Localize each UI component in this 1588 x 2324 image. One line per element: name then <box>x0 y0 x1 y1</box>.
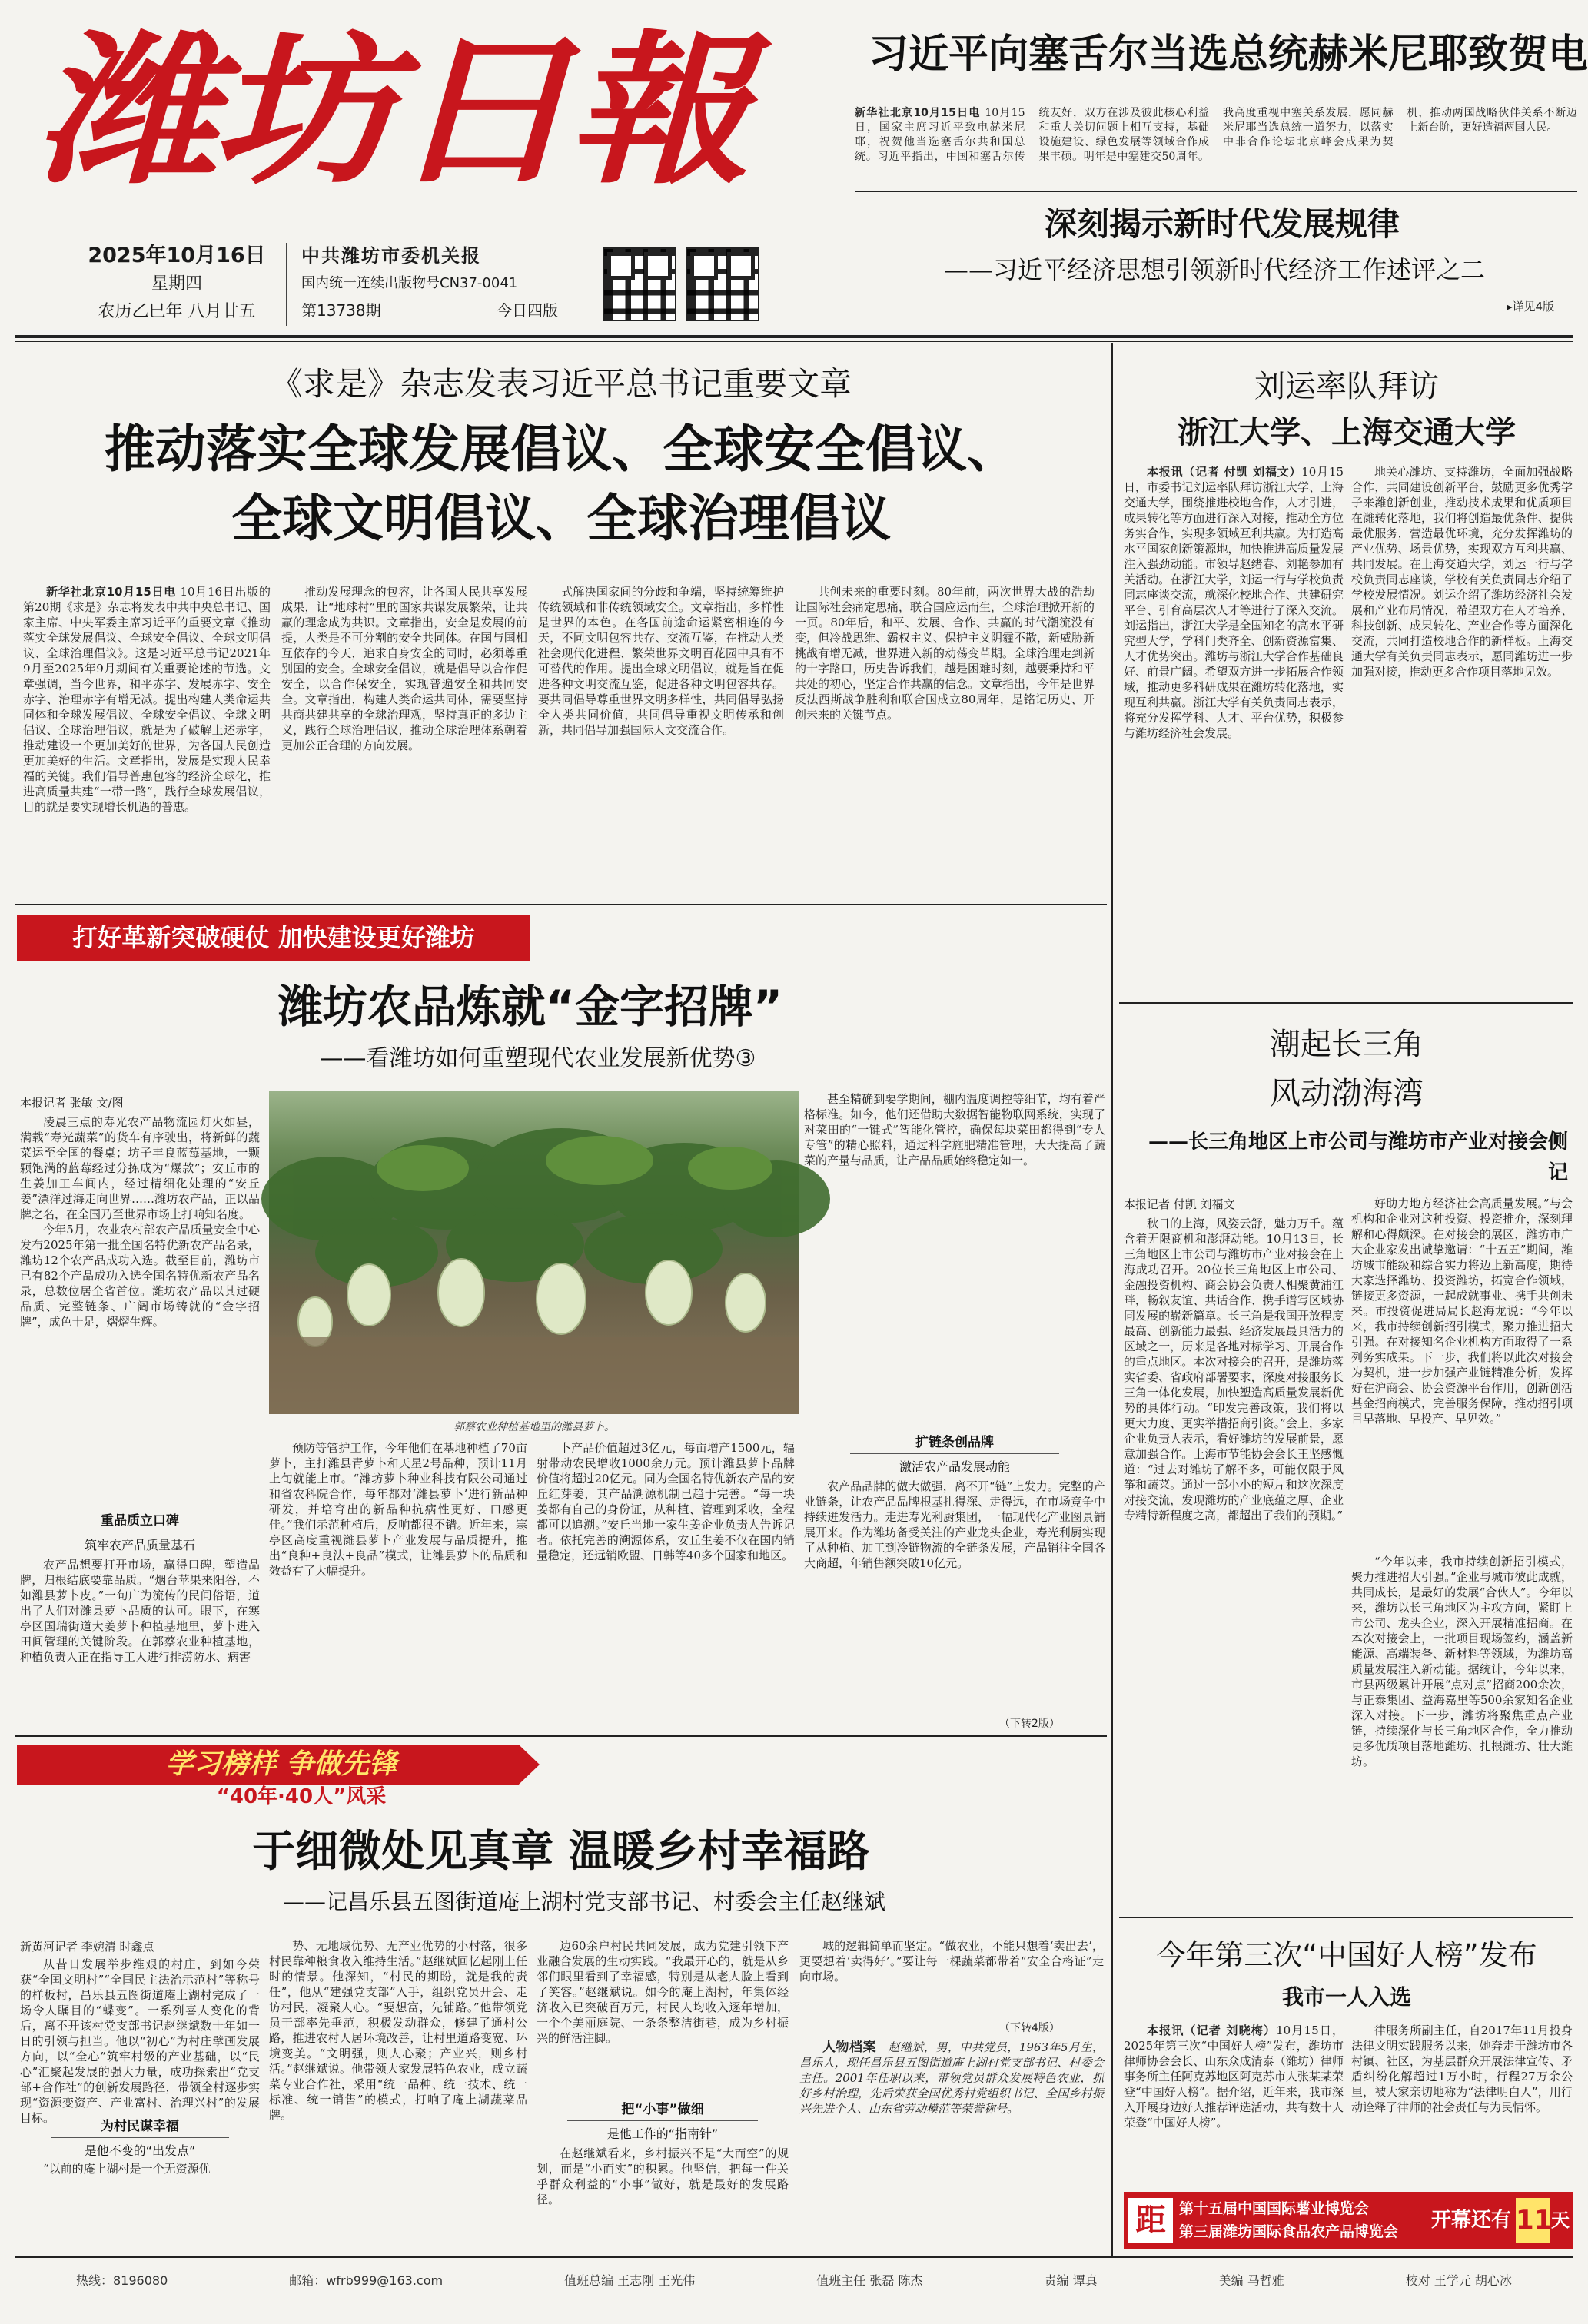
top-news-dateline: 新华社北京10月15日电 <box>855 107 981 119</box>
top-news-text: 10月15日，国家主席习近平致电赫米尼耶，祝贺他当选塞舌尔共和国总统。习近平指出，中国和塞舌尔传统友好，双方在涉及彼此核心利益和重大关切问题上相互支持，基础设施建设、绿色发展等领域合作成果丰硕。明年是中塞建交50周年。我高度重视中塞关系发展，愿同赫米尼耶当选总统一道努力，以落实中非合作论坛北京峰会成果为契机，推动两国战略伙伴关系不断迈上新台阶，更好造福两国人民。 <box>855 107 1577 163</box>
role-model-subtitle: ——记昌乐县五图街道庵上湖村党支部书记、村委会主任赵继斌 <box>282 1889 885 1914</box>
countdown-suffix: 天 <box>1551 2209 1570 2231</box>
lunar-date: 农历乙巳年 八月廿五 <box>98 302 256 321</box>
good-people-col1: 本报讯（记者 刘晓梅）10月15日，2025年第三次“中国好人榜”发布，潍坊市律师协会会长、山东众成清泰（潍坊）律师事务所主任阿克苏地区阿克苏市人张某某荣登“中国好人榜”。据介绍，近年来，我市深入开展身边好人推荐评选活动，共有数十人荣登“中国好人榜”。 <box>1124 2024 1344 2130</box>
lead-body-col2: 推动发展理念的包容，让各国人民共享发展成果，让“地球村”里的国家共谋发展繁荣，让共赢的理念成为共识。文章指出，安全是发展的前提，人类是不可分割的安全共同体。在国与国相互依存的今天，追求自身安全的同时，必须尊重别国的安全。全球安全倡议，就是倡导以合作促安全，以合作保安全，实现普遍安全和共同安全。文章指出，构建人类命运共同体，需要坚持共商共建共享的全球治理观，坚持真正的多边主义，践行全球治理倡议，推动全球治理体系朝着更加公正合理的方向发展。 <box>281 585 527 752</box>
footer-chief-editor: 值班总编 王志刚 王光伟 <box>564 2273 696 2288</box>
countdown-days: 11 <box>1516 2198 1550 2243</box>
play-icon: ▸ <box>1507 300 1513 314</box>
countdown-middle: 开幕还有 <box>1431 2209 1512 2232</box>
changjiang-byline: 本报记者 付凯 刘福文 <box>1124 1197 1235 1211</box>
changjiang-col1: 秋日的上海，风姿云舒，魅力万千。蕴含着无限商机和澎湃动能。10月13日，长三角地区上市公司与潍坊市产业对接会在上海成功召开。20位长三角地区上市公司、金融投资机构、商会协会负责人相聚黄浦江畔，畅叙友谊、共话合作、携手谱写区域协同发展的崭新篇章。长三角是我国开放程度最高、创新能力最强、经济发展最具活力的区域之一，历来是各地对标学习、开展合作的重点地区。本次对接会的召开，是潍坊落实省委、省政府部署要求，深度对接服务长三角一体化发展，加快塑造高质量发展新优势的具体行动。“印发完善政策，我们将以更大力度、更实举措招商引资。”会上，多家企业负责人表示，看好潍坊的发展前景，愿意加强合作。上海市节能协会会长王坚感慨道：“过去对潍坊了解不多，可能仅限于风筝和蔬菜。通过一部小小的短片和这次深度对接交流，发现潍坊的产业底蕴之厚、企业专精特新程度之高，都超出了我们的预期。” <box>1124 1217 1344 1522</box>
footer-editor: 责编 谭真 <box>1044 2273 1098 2288</box>
commentary-jump[interactable]: ▸详见4版 <box>1507 300 1555 314</box>
good-people-byline: 本报讯（记者 刘晓梅） <box>1147 2024 1277 2037</box>
commentary-subtitle: ——习近平经济思想引领新时代经济工作述评之二 <box>943 255 1485 284</box>
lead-body-col1: 新华社北京10月15日电 10月16日出版的第20期《求是》杂志将发表中共中央总书记、国家主席、中央军委主席习近平的重要文章《推动落实全球发展倡议、全球安全倡议、全球文明倡议、全球治理倡议》。这是习近平总书记2021年9月至2025年9月期间有关重要论述的节选。文章强调，当今世界，和平赤字、发展赤字、安全赤字、治理赤字有增无减。提出构建人类命运共同体和全球发展倡议、全球安全倡议、全球文明倡议、全球治理倡议，就是为了破解上述赤字，推动建设一个更加美好的世界，为各国人民创造更加美好的生活。文章指出，发展是实现人民幸福的关键。我们倡导普惠包容的经济全球化，推进高质量共建“一带一路”，践行全球发展倡议，目的就是要实现增长机遇的普惠。 <box>23 585 271 814</box>
agri-col2: 预防等管护工作，今年他们在基地种植了70亩萝卜，主打潍县青萝卜和天星2号品种，预计11月上旬就能上市。“潍坊萝卜种业科技有限公司通过和省农科院合作，每年都对‘潍县萝卜’进行新品种研发，并培育出的新品种抗病性更好、口感更佳。”我们示范种植后，反响都很不错。近年来，寒亭区高度重视潍县萝卜产业发展与品质提升，推出“良种+良法+良品”模式，让潍县萝卜的品质和效益有了大幅提升。 <box>269 1441 527 1578</box>
radish-field-photo <box>269 1091 799 1414</box>
lead-body-col3: 式解决国家间的分歧和争端，坚持统筹维护传统领域和非传统领域安全。文章指出，多样性是世界的本色。在各国前途命运紧密相连的今天，不同文明包容共存、交流互鉴，在推动人类社会现代化进程、繁荣世界文明百花园中具有不可替代的作用。提出全球文明倡议，就是旨在促进各种文明交流互鉴，促进各种文明包容共存。要共同倡导尊重世界文明多样性，共同倡导弘扬全人类共同价值，共同倡导重视文明传承和创新，共同倡导加强国际人文交流合作。 <box>538 585 784 737</box>
qr-code-2 <box>686 247 759 321</box>
footer-duty-director: 值班主任 张磊 陈杰 <box>816 2273 923 2288</box>
commentary-title[interactable]: 深刻揭示新时代发展规律 <box>1044 205 1400 243</box>
liuyun-col1: 本报讯（记者 付凯 刘福文）10月15日，市委书记刘运率队拜访浙江大学、上海交通大学，围绕推进校地合作，人才引进，成果转化等方面进行深入对接，推动全方位务实合作，实现多领域互利共赢。为打造高水平国家创新策源地，加快推进高质量发展注入强劲动能。市领导赵绪春、刘艳参加有关活动。在浙江大学，刘运一行与学校负责同志座谈交流，就深化校地合作、共建研究平台、引育高层次人才等进行了深入交流。刘运指出，浙江大学是全国知名的高水平研究型大学，学科门类齐全、创新资源富集、人才优势突出。潍坊与浙江大学合作基础良好、前景广阔。希望双方进一步拓展合作领域，推动更多科研成果在潍坊转化落地，实现互利共赢。浙江大学有关负责同志表示，将充分发挥学科、人才、平台优势，积极参与潍坊经济社会发展。 <box>1124 465 1344 740</box>
agri-byline: 本报记者 张敏 文/图 <box>20 1096 124 1110</box>
footer-email[interactable]: 邮箱：wfrb999@163.com <box>289 2273 444 2288</box>
countdown-line2: 第三届潍坊国际食品农产品博览会 <box>1179 2223 1399 2240</box>
lead-title-line1[interactable]: 推动落实全球发展倡议、全球安全倡议、 <box>105 420 1018 479</box>
role-model-subhead1: 为村民谋幸福 是他不变的“出发点” <box>20 2115 260 2159</box>
role-model-subhead2: 把“小事”做细 是他工作的“指南针” <box>537 2098 789 2142</box>
role-model-col3: 边60余户村民共同发展，成为党建引领下产业融合发展的生动实践。“我最开心的，就是从乡邻们眼里看到了幸福感，特别是从老人脸上看到了笑容。”赵继斌说。如今的庵上湖村，年集体经济收入已突破百万元，村民人均收入逐年增加，一个个美丽庭院、一条条整洁街巷，成为乡村振兴的鲜活注脚。 <box>537 1939 789 2045</box>
agri-subhead1-text: 农产品想要打开市场，赢得口碑，塑造品牌，归根结底要靠品质。“烟台苹果来阳谷，不如潍县萝卜皮。”一句广为流传的民间俗语，道出了人们对潍县萝卜品质的认可。眼下，在寒亭区国瑞街道大姜萝卜种植基地里，萝卜进入田间管理的关键阶段。在郭蔡农业种植基地，种植负责人正在指导工人进行排涝防水、病害 <box>20 1558 260 1664</box>
lead-kicker: 《求是》杂志发表习近平总书记重要文章 <box>270 365 852 403</box>
liuyun-col2: 地关心潍坊、支持潍坊，全面加强战略合作，共同建设创新平台，鼓励更多优秀学子来潍创新创业，推动技术成果和优质项目在潍转化落地，我们将创造最优条件、提供最优服务，营造最优环境，充分发挥潍坊的产业优势、场景优势，实现双方互利共赢、共同发展。在上海交通大学，刘运一行与学校负责同志座谈，学校有关负责同志介绍了学校发展情况。刘运介绍了潍坊经济社会发展和产业布局情况，希望双方在人才培养、科技创新、成果转化、产业合作等方面深化交流，共同打造校地合作的新样板。上海交通大学有关负责同志表示，愿同潍坊进一步加强对接，推动更多合作项目落地见效。 <box>1351 465 1573 679</box>
agri-title[interactable]: 潍坊农品炼就“金字招牌” <box>277 981 783 1033</box>
qr-code-1 <box>603 247 676 321</box>
role-model-subhead2-text: 在赵继斌看来，乡村振兴不是“大而空”的规划，而是“小而实”的积累。他坚信，把每一件关乎群众利益的“小事”做好，就是最好的发展路径。 <box>537 2146 789 2206</box>
agri-col3: 卜产品价值超过3亿元，每亩增产1500元，辐射带动农民增收1000余万元。预计潍县萝卜品牌价值将超过20亿元。同为全国名特优新农产品的安丘红芽姜，其产品溯源机制已趋于完善。“每一块姜都有自己的身份证，从种植、管理到采收，全程都可以追溯。”安丘当地一家生姜企业负责人告诉记者。依托完善的溯源体系，安丘生姜不仅在国内销量稳定，还远销欧盟、日韩等40多个国家和地区。 <box>537 1441 795 1562</box>
liuyun-title-line1[interactable]: 刘运率队拜访 <box>1254 369 1439 404</box>
role-model-col1: 从昔日发展举步维艰的村庄，到如今荣获“全国文明村”“全国民主法治示范村”等称号的样板村，昌乐县五图街道庵上湖村完成了一场令人瞩目的“蝶变”。一系列喜人变化的背后，离不开该村党支部书记赵继斌数十年如一日的引领与担当。他以“初心”为村庄擘画发展方向，以“全心”筑牢村级的产业基础，以“民心”汇聚起发展的强大力量，成功探索出“党支部+合作社”的创新发展路径，带领全村逐步实现“资源变资产、产业富村、治理兴村”的发展目标。 <box>20 1957 260 2125</box>
countdown-prefix: 距 <box>1128 2198 1173 2243</box>
role-model-col4: 城的逻辑简单而坚定。“做农业，不能只想着‘卖出去’，更要想着‘卖得好’。”要让每一棵蔬菜都带着“安全合格证”走向市场。 <box>799 1939 1104 1984</box>
banner-sub-text: “40年·40人”风采 <box>216 1785 387 1808</box>
agri-subtitle: ——看潍坊如何重塑现代农业发展新优势③ <box>320 1045 756 1072</box>
changjiang-title-line1[interactable]: 潮起长三角 <box>1270 1027 1424 1062</box>
good-people-subtitle: 我市一人入选 <box>1281 1984 1411 2010</box>
footer-art-editor: 美编 马哲雅 <box>1218 2273 1284 2288</box>
role-model-subhead1-text: “以前的庵上湖村是一个无资源优 <box>43 2162 211 2176</box>
cn-number: 国内统一连续出版物号CN37-0041 <box>301 275 518 291</box>
lead-dateline: 新华社北京10月15日电 <box>46 585 176 599</box>
changjiang-col3: “今年以来，我市持续创新招引模式，聚力推进招大引强。”企业与城市彼此成就，共同成长，是最好的发展“合伙人”。今年以来，潍坊以长三角地区为主攻方向，紧盯上市公司、龙头企业，深入开展精准招商。在本次对接会上，一批项目现场签约，涵盖新能源、高端装备、新材料等领域，为潍坊高质量发展注入新动能。据统计，今年以来，市县两级累计开展“点对点”招商200余次，与正泰集团、益海嘉里等500余家知名企业深入对接。下一步，潍坊将聚焦重点产业链，持续深化与长三角地区合作，全力推动更多优质项目落地潍坊、扎根潍坊、壮大潍坊。 <box>1351 1555 1573 1768</box>
issue-number: 第13738期 <box>301 301 381 320</box>
changjiang-col2: 好助力地方经济社会高质量发展。”与会机构和企业对这种投资、投资推介，深刻理解和心得颇深。在对接会的展区，潍坊市广大企业家发出诚挚邀请：“十五五”期间，潍坊城市能级和综合实力将迈上新高度，期待大家选择潍坊、投资潍坊，拓宽合作领域，链接更多资源，一起成就事业、携手共创未来。市投资促进局局长赵海龙说：“今年以来，我市持续创新招引模式，聚力推进招大引强。在对接知名企业机构方面取得了一系列务实成果。下一步，我们将以此次对接会为契机，进一步加强产业链精准分析，发挥好在沪商会、协会资源平台作用，创新创活基金招商模式，完善服务保障，推动招引项目早落地、早投产、早见效。” <box>1351 1197 1573 1426</box>
agri-col4: 甚至精确到要学期间，棚内温度调控等细节，均有着严格标准。如今，他们还借助大数据智能物联网系统，实现了对菜田的“一键式”智能化管控，确保每块菜田都得到“专人专管”的精心照料，通过科学施肥精准管理，大大提高了蔬菜的产量与品质，让产品品质始终稳定如一。 <box>804 1092 1105 1167</box>
top-news-headline[interactable]: 习近平向塞舌尔当选总统赫米尼耶致贺电 <box>869 32 1588 78</box>
section-banner-text: 打好革新突破硬仗 加快建设更好潍坊 <box>72 923 475 952</box>
agri-subhead2-text: 农产品品牌的做大做强，离不开“链”上发力。完整的产业链条，让农产品品牌根基扎得深、走得远，在市场竞争中持续迸发活力。走进寿光利厨集团，一幅现代化产业图景铺展开来。作为潍坊备受关注的产业龙头企业，寿光利厨实现了从种植、加工到冷链物流的全链条发展，产品销往全国各大商超，年销售额突破10亿元。 <box>804 1479 1105 1570</box>
good-people-title[interactable]: 今年第三次“中国好人榜”发布 <box>1156 1938 1537 1972</box>
publisher-org: 中共潍坊市委机关报 <box>301 245 481 267</box>
publisher-block <box>301 241 586 324</box>
logo-text: 潍坊日報 <box>35 15 745 206</box>
footer-hotline: 热线：8196080 <box>76 2273 168 2288</box>
lead-body-col4: 共创未来的重要时刻。80年前，两次世界大战的浩劫让国际社会痛定思痛，联合国应运而生，全球治理掀开新的一页。80年后，和平、发展、合作、共赢的时代潮流没有变，但冷战思维、霸权主义、保护主义阴霾不散，新威胁新挑战有增无减，世界进入新的动荡变革期。全球治理走到新的十字路口，历史告诉我们，越是困难时刻，越要秉持和平共处的初心，坚定合作共赢的信念。文章指出，今年是世界反法西斯战争胜利和联合国成立80周年，是铭记历史、开创未来的关键节点。 <box>795 585 1095 722</box>
agri-jump[interactable]: （下转2版） <box>999 1718 1060 1730</box>
section-banner <box>17 915 530 961</box>
agri-subhead1: 重品质立口碑 筑牢农产品质量基石 <box>20 1509 260 1553</box>
role-model-jump[interactable]: （下转4版） <box>999 2022 1060 2034</box>
date-block <box>77 241 277 326</box>
weekday: 星期四 <box>151 274 202 294</box>
changjiang-title-line2[interactable]: 风动渤海湾 <box>1270 1076 1424 1111</box>
role-model-title[interactable]: 于细微处见真章 温暖乡村幸福路 <box>252 1827 870 1877</box>
liuyun-byline: 本报讯（记者 付凯 刘福文） <box>1147 465 1302 479</box>
agri-subhead2: 扩链条创品牌 激活农产品发展动能 <box>804 1431 1105 1475</box>
banner-main-text: 学习榜样 争做先锋 <box>165 1748 397 1780</box>
expo-countdown[interactable] <box>1124 2192 1573 2249</box>
footer-bar <box>15 2263 1573 2296</box>
role-model-byline: 新黄河记者 李婉清 时鑫点 <box>20 1940 154 1954</box>
page-count: 今日四版 <box>497 301 558 320</box>
liuyun-title-line2[interactable]: 浙江大学、上海交通大学 <box>1178 415 1516 450</box>
lead-title-line2[interactable]: 全球文明倡议、全球治理倡议 <box>231 489 891 548</box>
agri-col1: 凌晨三点的寿光农产品物流园灯火如昼，满载“寿光蔬菜”的货车有序驶出，将新鲜的蔬菜运至全国的餐桌；坊子丰良蓝莓基地，一颗颗饱满的蓝莓经过分拣成为“爆款”；安丘市的生姜加工车间内，经过精细化处理的“安丘姜”漂洋过海走向世界……潍坊农产品，正以品牌之名，在全国乃至世界市场上打响知名度。 今年5月，农业农村部农产品质量安全中心发布2025年第一批全国名特优新农产品名录，潍坊12个农产品成功入选。截至目前，潍坊市已有82个产品成功入选全国名特优新农产品名录，总数位居全省首位。潍坊农产品以其过硬品质、完整链条、广阔市场铸就的“金字招牌”，成色十足，熠熠生辉。 <box>20 1115 260 1329</box>
role-model-banner <box>17 1745 570 1809</box>
changjiang-subtitle: ——长三角地区上市公司与潍坊市产业对接会侧记 <box>1148 1130 1568 1184</box>
masthead-logo <box>35 15 835 211</box>
good-people-col2: 律服务所副主任，自2017年11月投身法律文明实践服务以来，她奔走于潍坊市各村镇、社区，为基层群众开展法律宣传、矛盾纠纷化解超过1万小时，行程27万余公里，被大家亲切地称为“法律明白人”，用行动诠释了律师的社会责任与为民情怀。 <box>1351 2024 1573 2114</box>
photo-caption: 郭蔡农业种植基地里的潍县萝卜。 <box>453 1421 615 1433</box>
top-news-body <box>855 106 1577 178</box>
profile-box: 人物档案 赵继斌，男，中共党员，1963年5月生，昌乐人，现任昌乐县五图街道庵上湖村党支部书记、村委会主任。2001年任职以来，带领党员群众发展特色农业，抓好乡村治理，先后荣获全国优秀村党组织书记、全国乡村振兴先进个人、山东省劳动模范等荣誉称号。 <box>799 2040 1104 2116</box>
issue-date: 2025年10月16日 <box>88 244 266 267</box>
role-model-col2: 势、无地域优势、无产业优势的小村落，很多村民靠种粮食收入维持生活。”赵继斌回忆起刚上任时的情景。他深知，“村民的期盼，就是我的责任”，他从“建强党支部”入手，组织党员开会、走访村民，凝聚人心。“要想富，先铺路。”他带领党员干部率先垂范，积极发动群众，修建了通村公路，推进农村人居环境改善，让村里道路变宽、环境变美。“文明强，则人心聚；产业兴，则乡村活。”赵继斌说。他带领大家发展特色农业，成立蔬菜专业合作社，采用“统一品种、统一技术、统一标准、统一销售”的模式，打响了庵上湖蔬菜品牌。 <box>269 1939 527 2122</box>
footer-proofreader: 校对 王学元 胡心冰 <box>1405 2273 1512 2288</box>
profile-title: 人物档案 <box>822 2040 876 2055</box>
radish-field-illustration <box>269 1091 799 1414</box>
countdown-line1: 第十五届中国国际薯业博览会 <box>1179 2200 1370 2217</box>
